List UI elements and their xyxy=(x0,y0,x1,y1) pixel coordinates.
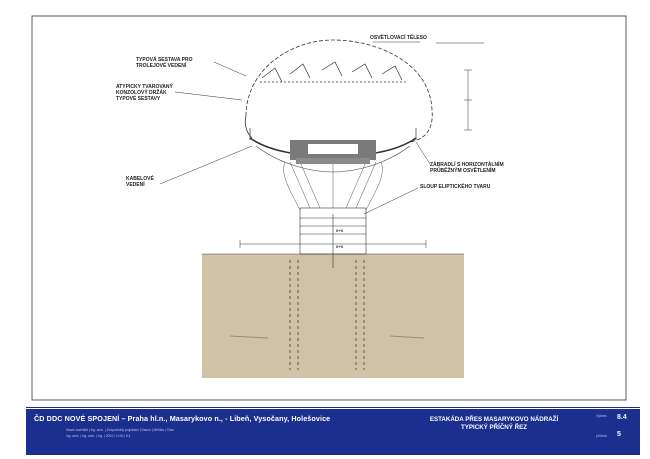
drawing-title-line-1: ESTAKÁDA PŘES MASARYKOVO NÁDRAŽÍ xyxy=(429,416,559,423)
title-block-info-2: Ing. arch. | Ing. arch. | Ing. | 2004 | 1:100 | 8.4 xyxy=(66,434,131,438)
sheet-label: Výkres xyxy=(596,414,607,418)
label-osvetlovaci-teleso: OSVĚTLOVACÍ TĚLESO xyxy=(370,35,427,41)
label-typova-sestava-2: TROLEJOVÉ VEDENÍ xyxy=(136,63,187,69)
label-atypicky-3: TYPOVÉ SESTAVY xyxy=(116,96,161,102)
deck-box-void xyxy=(308,144,358,154)
drawing-title-line-2: TYPICKÝ PŘÍČNÝ ŘEZ xyxy=(460,424,527,431)
deck-box-lower xyxy=(296,158,370,164)
canopy-left xyxy=(245,116,252,138)
label-sloup: SLOUP ELIPTICKÉHO TVARU xyxy=(420,184,491,190)
title-block-rule xyxy=(26,407,640,408)
label-atypicky-1: ATYPICKY TVAROVANÝ xyxy=(116,84,173,90)
label-dim-small: 0+X xyxy=(336,228,344,233)
label-kabelove-2: VEDENÍ xyxy=(126,182,145,188)
ground-section xyxy=(202,254,464,378)
trolley-consoles xyxy=(260,62,408,82)
height-dimension xyxy=(464,70,472,130)
project-title: ČD DDC NOVÉ SPOJENÍ – Praha hl.n., Masarykovo n., - Libeň, Vysočany, Holešovice xyxy=(34,414,331,423)
label-atypicky-2: KONZOLOVÝ DRŽÁK xyxy=(116,90,167,96)
page-label: příloha xyxy=(596,434,607,438)
label-kabelove-1: KABELOVÉ xyxy=(126,176,154,182)
page-number: 5 xyxy=(617,431,621,438)
railings xyxy=(250,128,416,140)
canopy-ellipse xyxy=(246,40,432,142)
label-zabradli-2: PRŮBĚŽNÝM OSVĚTLENÍM xyxy=(430,168,496,174)
label-dim-bottom: 0+X xyxy=(336,244,344,249)
title-block-info-1: Hlavní architekt | Ing. arch. | Zodpovědný projektant | Datum | Měřítko | Číslo xyxy=(66,428,174,432)
column-flare xyxy=(284,162,383,210)
drawing-title xyxy=(404,416,584,432)
label-typova-sestava-1: TYPOVÁ SESTAVA PRO xyxy=(136,57,193,63)
sheet-number: 8.4 xyxy=(617,414,627,421)
label-zabradli-1: ZÁBRADLÍ S HORIZONTÁLNÍM xyxy=(430,162,504,168)
